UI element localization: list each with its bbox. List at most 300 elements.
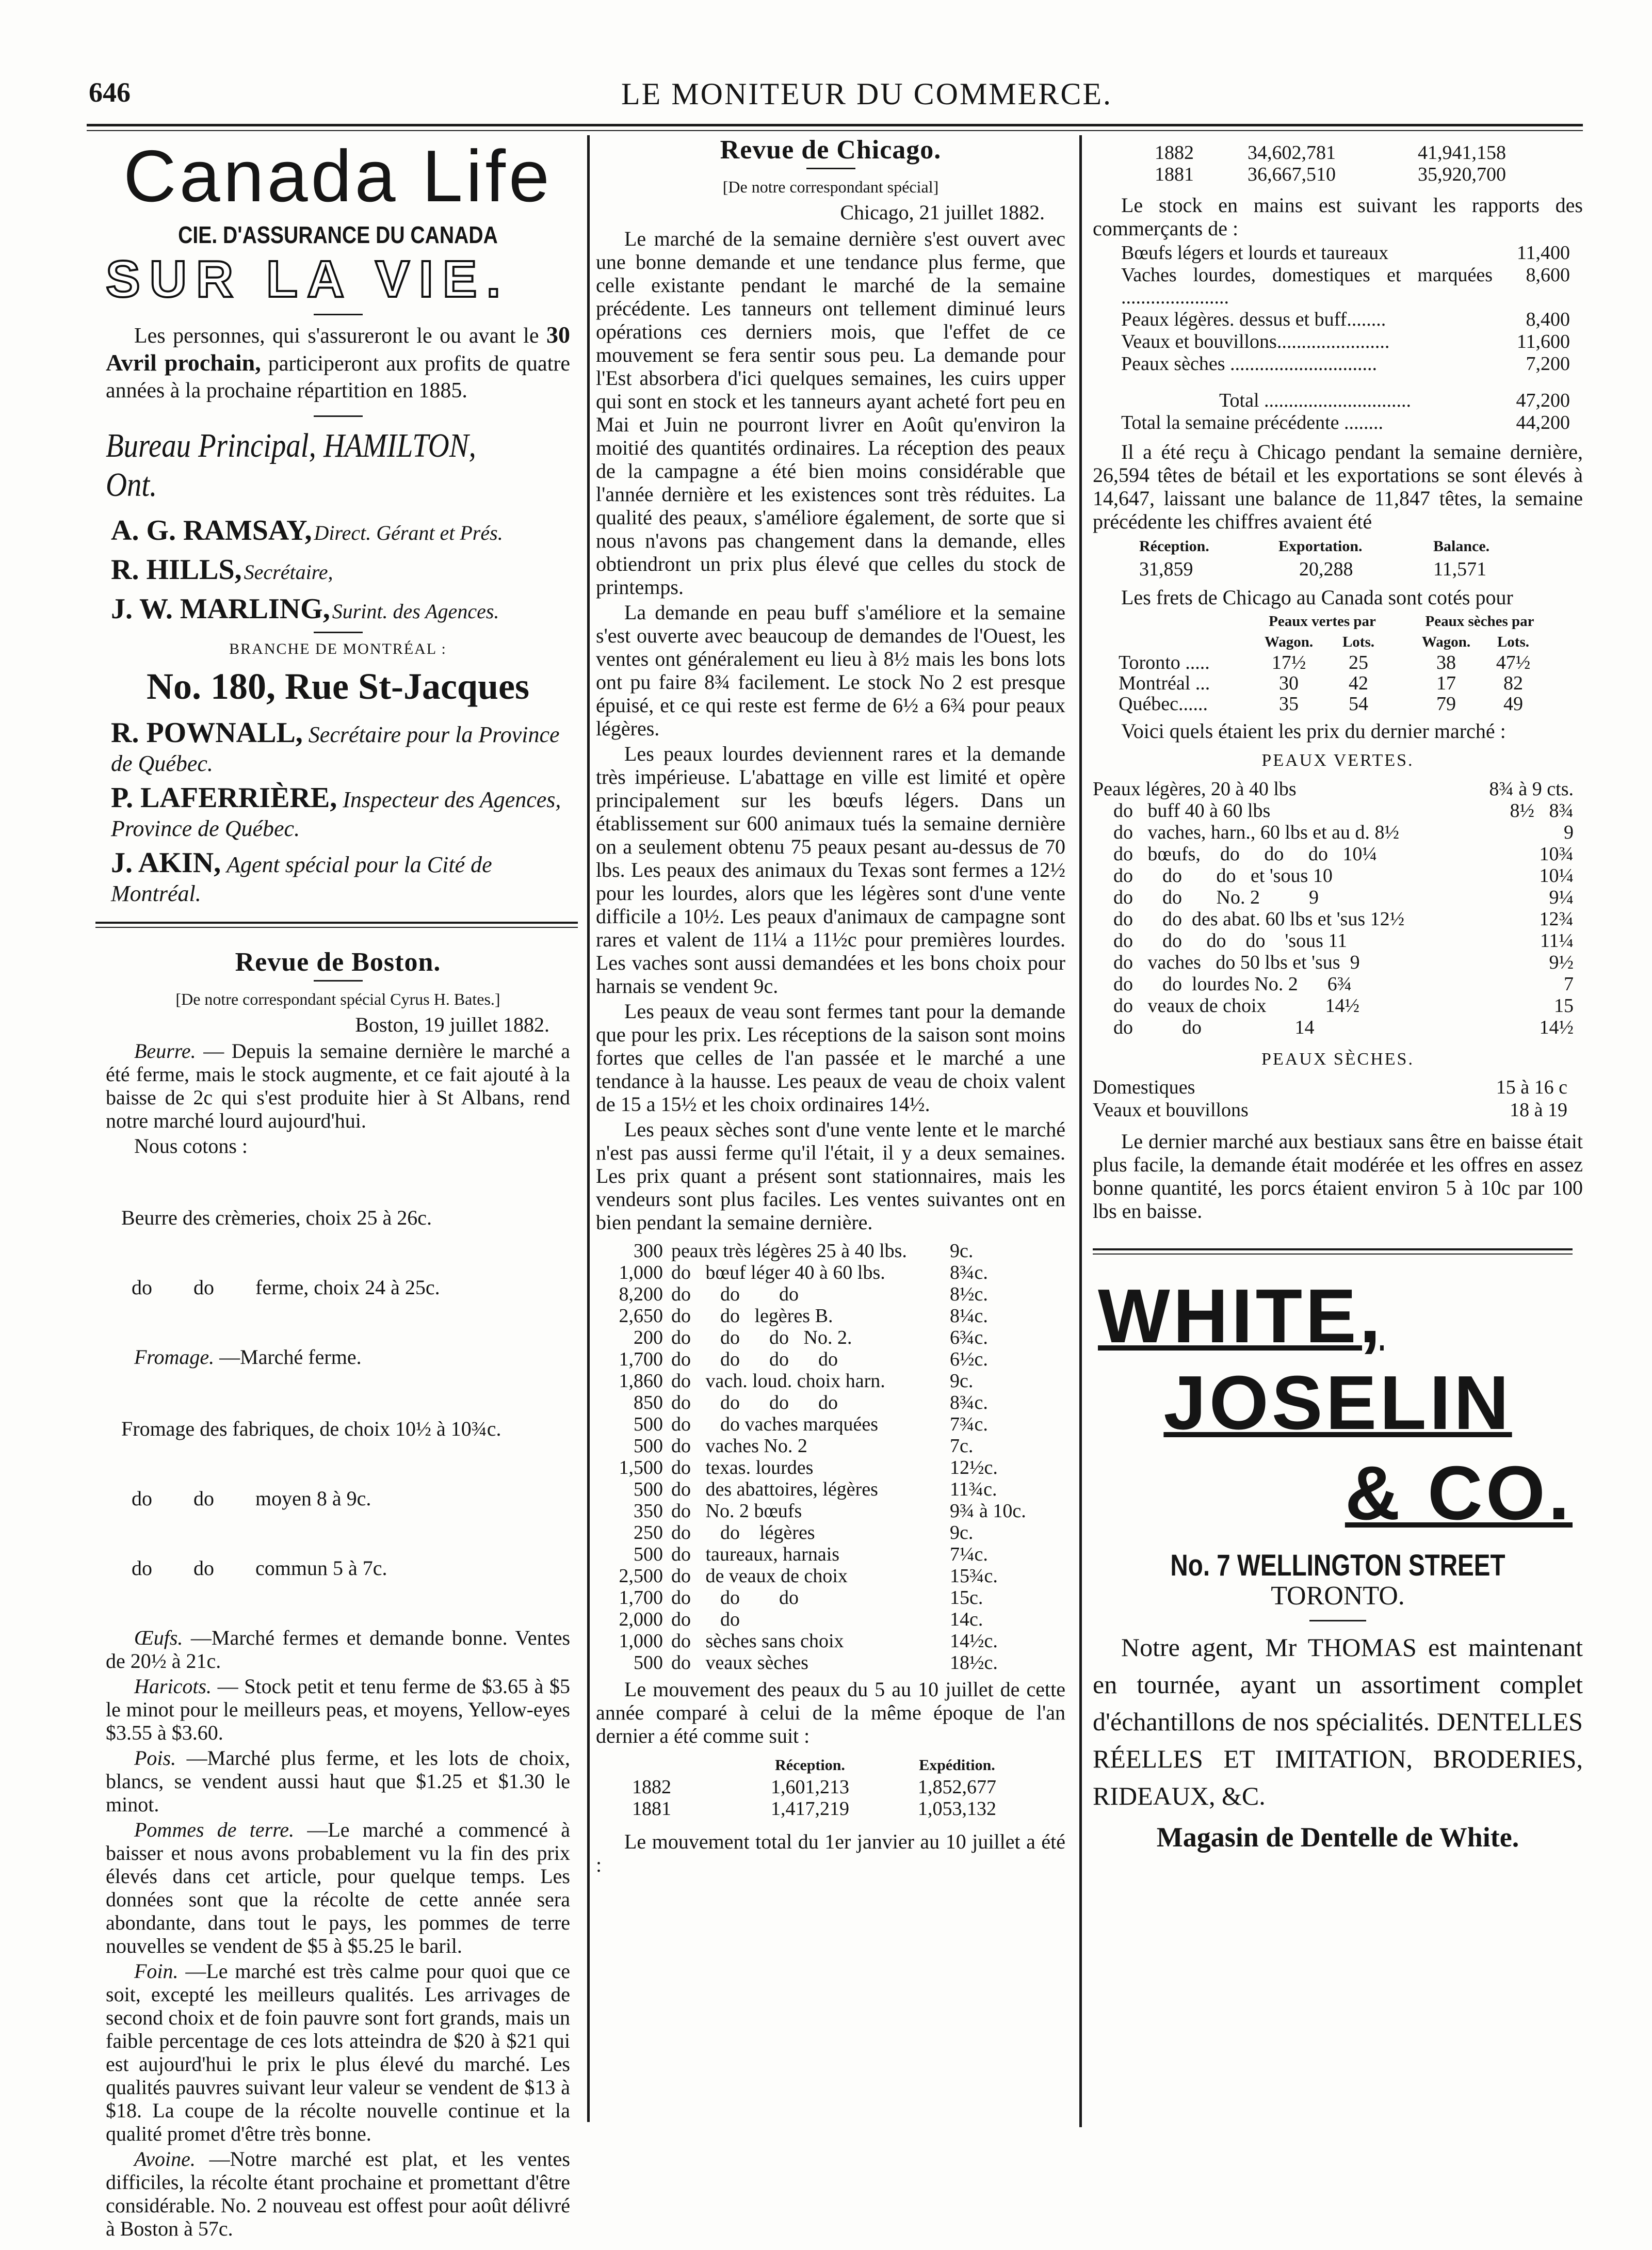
table-cell: do do légères [671,1522,815,1544]
table-cell [1392,673,1413,694]
table-cell: 35 [1279,693,1299,715]
item-text: —Le marché a commencé à baisser et nous avons probablement vu la fin des prix élevés dans cet article, pour quelque temps. Les données sont que la récolte de cette année sera abondante, dans tout le pays, les pommes de terre nouvelles se vendent de $5 à $5.25 le baril. [106,1818,571,1957]
item-label: Fromage. [134,1345,215,1369]
mouvement-table [632,1755,1024,1820]
sale-row [606,1587,1026,1609]
item-text: —Marché fermes et demande bonne. Ventes de 20½ à 21c. [106,1626,571,1673]
left-column [106,135,570,2242]
officer-title: Surint. des Agences. [332,600,499,623]
fromage-paragraph [106,1345,570,1369]
peaux-vertes-title: PEAUX VERTES. [1261,751,1414,770]
table-cell: 25 [1349,652,1368,673]
ad-line-joselin: JOSELIN [1163,1360,1512,1445]
table-cell: 2,000 [619,1609,663,1630]
divider [314,980,363,982]
table-cell: do do do [671,1283,799,1305]
table-cell: do do do et 'sous 10 [1113,865,1333,887]
table-cell: 8¾c. [950,1262,988,1283]
table-cell: 1,601,213 [771,1776,849,1798]
stock-row [1121,353,1570,375]
table-cell: 1881 [1155,164,1194,185]
nous-cotons: Nous cotons : [134,1134,248,1158]
price-row [1093,865,1578,887]
table-cell: 18½c. [950,1652,998,1674]
page-number: 646 [89,77,131,108]
table-cell: do buff 40 à 60 lbs [1113,800,1271,822]
table-cell: 42 [1349,672,1368,694]
table-cell: do do do do [671,1392,838,1413]
canada-life-title: Canada Life [123,135,553,217]
table-cell: 14½ [1539,1017,1574,1038]
price-row [1093,973,1578,995]
officer-title: Direct. Gérant et Prés. [314,521,503,544]
table-cell: 20,288 [1299,558,1353,580]
item-text: — Depuis la semaine dernière le marché a été ferme, mais le stock augmente, et ce fait ajouté à la baisse de 2c qui s'est produite hier à St Albans, rend notre marché lourd aujourd'hui. [106,1039,571,1132]
table-cell: 18 à 19 [1510,1099,1567,1121]
table-cell: 500 [634,1435,663,1457]
right-column [1093,142,1583,1853]
table-cell: Veaux et bouvillons....................... [1121,331,1390,352]
stock-prev-row [1121,412,1570,434]
divider [314,415,363,417]
table-cell: 9c. [950,1240,974,1262]
table-cell: 8¼c. [950,1305,988,1327]
table-cell: 35,920,700 [1418,164,1506,185]
canada-life-subtitle: CIE. D'ASSURANCE DU CANADA [178,221,498,248]
date-highlight: 30 Avril prochain, [106,322,570,376]
table-cell: do do do do 'sous 11 [1113,930,1348,952]
table-cell: Peaux légères, 20 à 40 lbs [1093,778,1297,800]
table-cell: 1,852,677 [918,1776,996,1798]
table-cell: 6¾c. [950,1327,988,1348]
table-cell: 8¾ à 9 cts. [1489,778,1574,800]
pois-paragraph [106,1746,570,1816]
item-label: Beurre. [134,1039,196,1063]
price-row [1093,1017,1578,1038]
price-row [1093,952,1578,973]
table-cell: 7c. [950,1435,974,1457]
officer-title: Secrétaire, [244,560,333,584]
peaux-vertes-table [1093,778,1578,1038]
table-cell: 11,571 [1433,558,1487,580]
chicago-correspondent: [De notre correspondant spécial] [722,178,939,196]
bureau-principal: Bureau Principal, HAMILTON, Ont. [106,427,476,504]
stock-row [1121,331,1570,353]
body-text: participeront aux profits de quatre années à la prochaine répartition en 1885. [106,352,570,403]
chicago-dateline: Chicago, 21 juillet 1882. [840,201,1045,224]
canada-life-ad [106,135,570,908]
table-cell: 9¼ [1549,887,1574,908]
officer-name: R. HILLS, [111,554,242,586]
table-cell: Montréal ... [1119,672,1210,694]
table-cell: 15¾c. [950,1565,998,1587]
divider [314,314,363,315]
sale-row [606,1348,1026,1370]
chicago-paragraph: La demande en peau buff s'améliore et la semaine s'est ouverte avec beaucoup de demandes de l'Ouest, les ventes ont généralement eu lieu à 8½ mais les bons lots ont pu faire 8¾ facilement. Le stock No 2 est presque épuisé, et ce qui reste est ferme de 6½ a 6¾ pour peaux légères. [596,601,1065,740]
table-cell: do vaches No. 2 [671,1435,807,1457]
ad-rule [1093,1248,1573,1250]
table-cell [1392,694,1413,714]
sale-row [606,1630,1026,1652]
table-cell: do veaux sèches [671,1652,808,1674]
price-row: do do commun 5 à 7c. [132,1556,387,1580]
stock-table [1121,242,1570,434]
table-cell: do taureaux, harnais [671,1544,840,1565]
table-cell: 9c. [950,1370,974,1392]
table-cell: do do do [671,1587,799,1609]
table-cell: 6½c. [950,1348,988,1370]
sale-row [606,1478,1026,1500]
table-cell: 11¾c. [950,1478,997,1500]
price-row [1093,908,1578,930]
table-cell: do do do do [671,1348,838,1370]
table-cell: 7¾c. [950,1413,988,1435]
table-header: Peaux vertes par [1269,613,1376,630]
table-cell: 2,500 [619,1565,663,1587]
sur-la-vie: SUR LA VIE. [106,250,510,308]
table-cell: 200 [634,1327,663,1348]
table-cell: do do No. 2 9 [1113,887,1319,908]
sale-row [606,1565,1026,1587]
table-cell [1392,652,1413,673]
totals-table [1155,142,1506,185]
canada-life-body [106,322,570,404]
table-header: Balance. [1433,538,1490,555]
table-cell: 1,053,132 [918,1798,996,1820]
table-header: Wagon. [1264,634,1314,650]
table-cell: 9½ [1549,952,1574,973]
agents-list [111,718,570,908]
stock-row [1121,242,1570,264]
agent-title: Inspecteur des Agences, Province de Québec. [111,787,561,841]
table-cell: 15 à 16 c [1496,1076,1567,1098]
table-cell: 300 [634,1240,663,1262]
chicago-paragraph: Les peaux lourdes deviennent rares et la demande très impérieuse. L'abattage en ville est limité et opère principalement sur les bœufs légers. Dans un établissement sur 600 animaux tués la semaine dernière on a seulement obtenu 75 peaux pesant au-dessus de 70 lbs. Les peaux des animaux du Texas sont fermes a 12½ pour les lourdes, alors que les légères sont d'une vente difficile a 10½. Les peaux d'animaux de campagne sont rares et valent de 11¼ a 11½c pour premières lourdes. Les vaches sont aussi demandées et les bons choix pour harnais se vendent 9c. [596,742,1065,998]
table-cell: do vaches, harn., 60 lbs et au d. 8½ [1113,822,1400,843]
table-cell: 47½ [1496,652,1531,673]
sale-row [606,1609,1026,1630]
agent-title: Secrétaire pour la Province de Québec. [111,722,560,776]
total-intro: Le mouvement total du 1er janvier au 10 juillet a été : [596,1830,1065,1876]
item-label: Œufs. [134,1626,183,1649]
table-cell: 1,860 [619,1370,663,1392]
officer-row [111,592,570,625]
table-cell: do de veaux de choix [671,1565,848,1587]
table-cell: do do vaches marquées [671,1413,878,1435]
sale-row [606,1262,1026,1283]
price-row [1093,843,1578,865]
table-cell: Québec...... [1119,693,1208,715]
item-label: Haricots. [134,1675,212,1698]
table-cell: 44,200 [1516,412,1570,433]
divider [314,632,363,633]
table-cell: peaux très légères 25 à 40 lbs. [671,1240,907,1262]
price-row [1093,887,1578,908]
beurre-rows [106,1160,570,1345]
table-row [1139,558,1489,581]
table-cell: 500 [634,1413,663,1435]
branch-address: No. 180, Rue St-Jacques [146,666,529,707]
sale-row [606,1652,1026,1674]
table-cell: 11,400 [1516,242,1570,264]
table-cell: do do des abat. 60 lbs et 'sus 12½ [1113,908,1405,930]
table-cell: 17 [1436,672,1456,694]
table-cell: 47,200 [1516,390,1570,411]
officer-name: A. G. RAMSAY, [111,515,312,547]
frets-table [1119,611,1547,714]
foin-paragraph [106,1959,570,2145]
divider [806,168,855,169]
ad-city: TORONTO. [1271,1581,1405,1611]
pommes-paragraph [106,1818,570,1957]
avoine-paragraph [106,2147,570,2240]
table-cell: 7,200 [1526,353,1570,375]
item-label: Foin. [134,1959,179,1983]
section-rule [95,922,578,924]
sale-row [606,1283,1026,1305]
table-cell: 10¾ [1539,843,1574,865]
table-cell: do vaches do 50 lbs et 'sus 9 [1113,952,1360,973]
header-rule-thin [87,130,1583,131]
chicago-paragraph: Le marché de la semaine dernière s'est ouvert avec une bonne demande et une tendance plus ferme, que celle existante pendant le marché de la semaine précédente. Les tanneurs ont tellement diminué leurs opérations ces derniers mois, que l'effet de ce mouvement se fera sentir sous peu. La demande pour l'Est absorbera d'ici quelques semaines, les cuirs upper qui sont en stock et les tanneurs ayant acheté fort peu en Mai et Juin ne pourront livrer en Août qu'environ la moitié des quantités ordinaires. La réception des peaux de la campagne a été bien moins considérable que l'année dernière et les existences sont très réduites. La qualité des peaux, s'améliore également, de sorte que si nous n'avons pas changement dans la demande, elles obtiendront un prix plus élevé que celles du stock de printemps. [596,227,1065,599]
table-cell: 850 [634,1392,663,1413]
fret-row [1119,673,1547,694]
table-row [1155,164,1506,185]
table-cell: 14c. [950,1609,983,1630]
agent-name: R. POWNALL, [111,717,303,749]
table-cell: 34,602,781 [1248,142,1336,164]
table-cell: 7 [1564,973,1574,995]
stock-row [1121,264,1570,309]
cattle-table [1139,535,1489,581]
price-row [1093,1099,1567,1121]
sale-row [606,1305,1026,1327]
table-cell: do bœuf léger 40 à 60 lbs. [671,1262,885,1283]
sale-row [606,1413,1026,1435]
table-cell: do do legères B. [671,1305,833,1327]
table-cell: do do 14 [1113,1017,1315,1038]
table-cell: do texas. lourdes [671,1457,814,1478]
table-cell: 500 [634,1478,663,1500]
agent-row [111,848,570,908]
table-cell: 8½c. [950,1283,988,1305]
sale-row [606,1392,1026,1413]
table-cell: 9c. [950,1522,974,1544]
table-cell: 1,000 [619,1262,663,1283]
table-cell: Bœufs légers et lourds et taureaux [1121,242,1389,264]
table-cell: do do [671,1609,740,1630]
table-cell: do veaux de choix 14½ [1113,995,1360,1017]
table-cell: 8,600 [1526,264,1570,286]
item-label: Pois. [134,1746,176,1770]
table-cell: 12¾ [1539,908,1574,930]
peaux-seches-title: PEAUX SÈCHES. [1261,1050,1414,1069]
table-cell: 15 [1554,995,1574,1017]
section-rule-thin [95,927,578,928]
branche-label: BRANCHE DE MONTRÉAL : [229,640,447,657]
sales-table [606,1240,1026,1674]
boston-review [106,947,571,2240]
chicago-paragraph: Les peaux de veau sont fermes tant pour la demande que pour les prix. Les réceptions de la saison sont moins fortes que celles de l'an passée et le marché a une tendance à la hausse. Les peaux de veau de choix valent de 15 a 15½ et les choix ordinaires 14½. [596,1000,1065,1116]
table-cell: do do lourdes No. 2 6¾ [1113,973,1352,995]
boston-title: Revue de Boston. [235,947,441,977]
table-cell: do do do No. 2. [671,1327,852,1348]
table-header: Wagon. [1421,634,1471,650]
price-row [1093,778,1578,800]
fromage-rows [106,1371,570,1626]
table-cell: 41,941,158 [1418,142,1506,164]
agent-title: Agent spécial pour la Cité de Montréal. [111,852,492,906]
table-header [632,1755,730,1776]
table-cell: Total .............................. [1219,390,1412,411]
ad-address: No. 7 WELLINGTON STREET [1170,1549,1505,1582]
table-header: Lots. [1342,634,1375,650]
table-cell: 8½ 8¾ [1510,800,1574,822]
table-cell: 8,400 [1526,309,1570,330]
table-cell: 350 [634,1500,663,1522]
frets-intro: Les frets de Chicago au Canada sont cotés pour [1121,586,1513,609]
table-cell: 30 [1279,672,1299,694]
sale-row [606,1435,1026,1457]
table-cell: 82 [1503,672,1523,694]
table-cell: 7¼c. [950,1544,988,1565]
table-cell: 500 [634,1544,663,1565]
fret-row [1119,694,1547,714]
sale-row [606,1370,1026,1392]
item-text: — Stock petit et tenu ferme de $3.65 à $5 le minot pour le meilleurs peas, et moyens, Yellow-eyes $3.55 à $3.60. [106,1675,571,1744]
table-cell: Toronto ..... [1119,652,1210,673]
table-cell: 11¼ [1540,930,1574,952]
table-cell: 500 [634,1652,663,1674]
table-cell: 11,600 [1516,331,1570,352]
agent-name: J. AKIN, [111,847,221,879]
stock-total-row [1121,375,1570,412]
price-row: Beurre des crèmeries, choix 25 à 26c. [121,1206,432,1229]
table-cell: 8,200 [619,1283,663,1305]
sale-row [606,1457,1026,1478]
table-cell: 1,417,219 [771,1798,849,1820]
table-cell: Peaux sèches .............................. [1121,353,1378,375]
ad-line-white: WHITE, [1098,1274,1384,1359]
table-row [632,1798,1024,1820]
table-cell: 1,500 [619,1457,663,1478]
chicago-title: Revue de Chicago. [720,135,942,165]
table-header: Réception. [775,1757,845,1774]
boston-correspondent: [De notre correspondant spécial Cyrus H. Bates.] [175,990,500,1008]
table-row [632,1776,1024,1798]
price-row: do do ferme, choix 24 à 25c. [132,1276,440,1299]
table-cell: 1,000 [619,1630,663,1652]
divider [1309,1620,1366,1621]
officer-row [111,514,570,547]
table-header: Peaux sèches par [1425,613,1534,630]
officers-list [111,514,570,625]
table-cell: 250 [634,1522,663,1544]
table-cell: 1882 [632,1776,671,1798]
table-cell: 1881 [632,1798,671,1820]
table-cell: 36,667,510 [1248,164,1336,185]
column-divider-right [1079,135,1082,2127]
body-text: Les personnes, qui s'assureront le ou avant le [134,324,539,348]
ad-line-co: & CO. [1345,1451,1573,1536]
item-text: —Marché plus ferme, et les lots de choix, blancs, se vendent aussi haut que $1.25 et $1.30 le minot. [106,1746,570,1816]
price-row [1093,822,1578,843]
table-cell: do bœufs, do do do 10¼ [1113,843,1377,865]
price-row [1093,995,1578,1017]
ad-body: Notre agent, Mr THOMAS est maintenant en tournée, ayant un assortiment complet d'échantillons de nos spécialités. DENTELLES RÉELLES ET IMITATION, BRODERIES, RIDEAUX, &C. [1093,1633,1583,1810]
table-cell: 10¼ [1539,865,1574,887]
sale-row [606,1500,1026,1522]
table-cell: 1,700 [619,1587,663,1609]
table-cell: 54 [1349,693,1368,715]
table-header: Lots. [1497,634,1530,650]
table-header: Réception. [1139,538,1209,555]
prix-intro: Voici quels étaient les prix du dernier marché : [1121,719,1506,743]
white-joselin-ad [1093,1274,1583,1853]
column-divider-left [587,135,590,2122]
table-cell: 1,700 [619,1348,663,1370]
table-cell: 2,650 [619,1305,663,1327]
table-cell: Vaches lourdes, domestiques et marquées ...................... [1121,264,1493,308]
table-cell: do vach. loud. choix harn. [671,1370,885,1392]
fret-row [1119,652,1547,673]
table-header: Exportation. [1278,538,1363,555]
beurre-paragraph [106,1039,570,1132]
table-cell: Total la semaine précédente ........ [1121,412,1384,433]
table-cell: 79 [1436,693,1456,715]
sale-row [606,1522,1026,1544]
item-text: —Le marché est très calme pour quoi que ce soit, excepté les meilleurs qualités. Les arrivages de second choix et de foin pauvre sont fort grands, mais un faible percentage de ces lots atteindra de $20 à $21 qui est aujourd'hui le prix le plus élevé du marché. Les qualités pauvres suivant leur valeur se vendent de $13 à $18. La coupe de la récolte nouvelle continue et la qualité promet d'être très bonne. [106,1959,571,2145]
table-cell: 8¾c. [950,1392,988,1413]
oeufs-paragraph [106,1626,570,1673]
table-cell: 31,859 [1139,558,1193,580]
item-text: —Marché ferme. [219,1345,362,1369]
table-cell: 1882 [1155,142,1194,164]
price-row [1093,1076,1567,1099]
boston-dateline: Boston, 19 juillet 1882. [355,1013,549,1036]
stock-row [1121,309,1570,331]
ad-footer: Magasin de Dentelle de White. [1156,1822,1519,1853]
price-row [1093,930,1578,952]
journal-title: LE MONITEUR DU COMMERCE. [621,77,1112,111]
table-cell: Peaux légères. dessus et buff........ [1121,309,1386,330]
haricots-paragraph [106,1675,570,1744]
sale-row [606,1240,1026,1262]
table-cell: 9 [1564,822,1574,843]
table-header: Expédition. [919,1757,995,1774]
price-row: Fromage des fabriques, de choix 10½ à 10¾c. [121,1417,501,1440]
header-rule [87,124,1583,126]
table-cell: 17½ [1271,652,1306,673]
mouvement-intro: Le mouvement des peaux du 5 au 10 juillet de cette année comparé à celui de la même époque de l'an dernier a été comme suit : [596,1678,1065,1747]
table-cell: 9¾ à 10c. [950,1500,1026,1522]
item-label: Avoine. [134,2147,196,2171]
price-row [1093,800,1578,822]
agent-row [111,718,570,778]
table-cell: Domestiques [1093,1076,1195,1098]
table-cell: Veaux et bouvillons [1093,1099,1249,1121]
table-cell: 14½c. [950,1630,998,1652]
table-cell: do des abattoires, légères [671,1478,878,1500]
stock-intro: Le stock en mains est suivant les rapports des commerçants de : [1093,194,1583,240]
chicago-paragraph: Les peaux sèches sont d'une vente lente et le marché n'est pas aussi ferme qu'il l'était, il y a deux semaines. Les prix quant a présent sont stationnaires, mais les vendeurs sont plus faciles. Les ventes suivantes ont en bien pendant la semaine dernière. [596,1118,1065,1234]
cattle-text: Il a été reçu à Chicago pendant la semaine dernière, 26,594 têtes de bétail et les exportations se sont élevés à 14,647, laissant une balance de 11,847 têtes, la semaine précédente les chiffres avaient été [1093,440,1583,533]
sale-row [606,1327,1026,1348]
agent-row [111,783,570,843]
table-cell: 15c. [950,1587,983,1609]
table-cell: 38 [1436,652,1456,673]
table-cell: 12½c. [950,1457,998,1478]
